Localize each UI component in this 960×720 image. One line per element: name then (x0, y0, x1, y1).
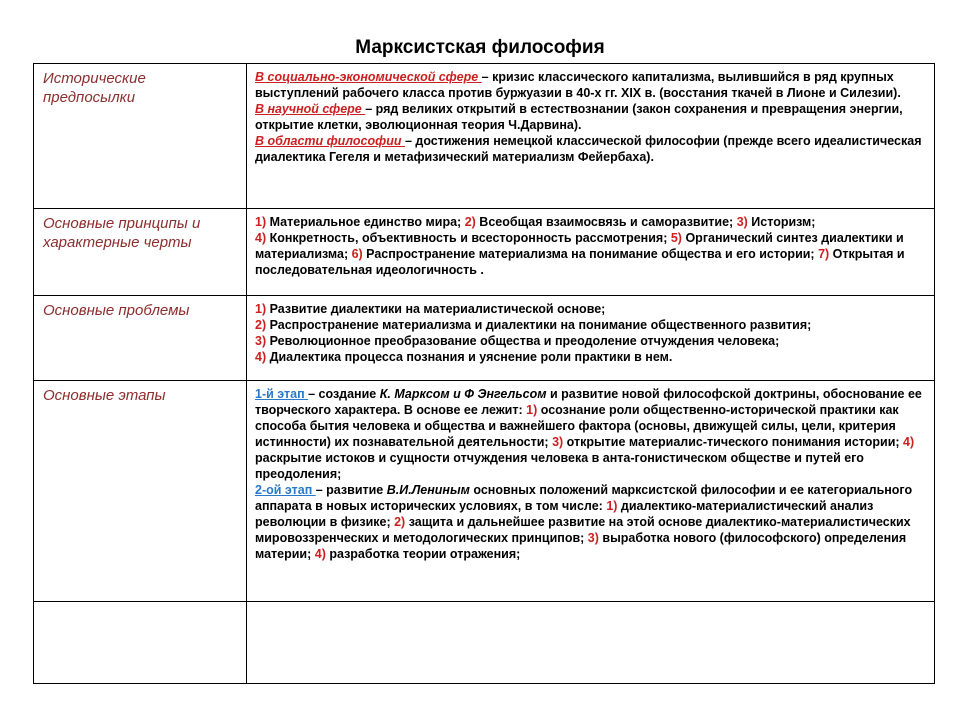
sphere-heading: В области философии (255, 134, 405, 148)
item-text: раскрытие истоков и сущности отчуждения человека в анта-гонистическом обществе и путей его преодоления; (255, 451, 864, 481)
item-text: Открытая и последовательная идеологичность . (255, 247, 905, 277)
item-text: Распространение материализма на понимание общества и его истории; (362, 247, 819, 261)
stage-1-label: 1-й этап (255, 387, 309, 401)
item-text: диалектико-материалистический анализ революции в физике; (255, 499, 874, 529)
problems-text (247, 296, 934, 365)
row-label-cell (34, 381, 247, 602)
row-content-cell (247, 381, 935, 602)
stages-text (247, 381, 934, 562)
item-text: разработка теории отражения; (325, 547, 521, 561)
stage-2-label: 2-ой этап (255, 483, 316, 497)
item-text: Всеобщая взаимосвязь и саморазвитие; (475, 215, 737, 229)
item-text: осознание роли общественно-исторической практики как способа бытия человека и общества и важнейшего фактора (основы, движущей силы, цели, критерия истинности) их познавательной деятельности; (255, 403, 899, 449)
item-text: открытие материалис-тического понимания истории; (563, 435, 904, 449)
row-label-cell (34, 296, 247, 381)
row-content-cell (247, 209, 935, 296)
item-number: 4) (314, 547, 326, 561)
sphere-heading: В социально-экономической сфере (255, 70, 482, 84)
item-number: 3) (255, 334, 267, 348)
item-text: Революционное преобразование общества и преодоление отчуждения человека; (266, 334, 780, 348)
row-content-cell (247, 64, 935, 209)
item-number: 1) (255, 302, 267, 316)
row-label: Основные этапы (43, 387, 166, 404)
philosophy-table (33, 63, 935, 684)
item-number: 2) (464, 215, 476, 229)
item-number: 3) (552, 435, 564, 449)
table-row (34, 64, 935, 209)
item-number: 6) (351, 247, 363, 261)
item-text: Развитие диалектики на материалистической основе; (266, 302, 606, 316)
item-number: 1) (255, 215, 267, 229)
item-number: 4) (903, 435, 915, 449)
item-text: Распространение материализма и диалектики на понимание общественного развития; (266, 318, 812, 332)
item-number: 3) (736, 215, 748, 229)
stage-authors: В.И.Лениным (386, 483, 470, 497)
item-number: 3) (587, 531, 599, 545)
item-text: Конкретность, объективность и всесторонность рассмотрения; (266, 231, 671, 245)
item-text: Диалектика процесса познания и уяснение роли практики в нем. (266, 350, 673, 364)
table-row (34, 296, 935, 381)
item-number: 5) (670, 231, 682, 245)
row-label: Основные проблемы (43, 302, 190, 319)
principles-text (247, 209, 934, 278)
item-number: 4) (255, 231, 267, 245)
prerequisites-text (247, 64, 934, 165)
row-label: Исторические предпосылки (43, 70, 146, 106)
row-label-cell (34, 209, 247, 296)
table-row-empty (34, 602, 935, 684)
stage-text: и развитие новой философской доктрины, обоснование ее творческого характера. В основе ее лежит: (255, 387, 922, 417)
table-row (34, 209, 935, 296)
item-number: 2) (255, 318, 267, 332)
item-text: защита и дальнейшее развитие на этой основе диалектико-материалистических мировоззренческих и методологических принципов; (255, 515, 911, 545)
empty-cell (247, 602, 935, 684)
item-text: Органический синтез диалектики и материализма; (255, 231, 904, 261)
item-number: 1) (606, 499, 618, 513)
stage-lead: – развитие (315, 483, 387, 497)
sphere-text: – ряд великих открытий в естествознании (закон сохранения и превращения энергии, открытие клетки, эволюционная теория Ч.Дарвина). (255, 102, 903, 132)
sphere-text: – кризис классического капитализма, вылившийся в ряд крупных выступлений рабочего класса против буржуазии в 40-х гг. XIX в. (восстания ткачей в Лионе и Силезии). (255, 70, 901, 100)
sphere-heading: В научной сфере (255, 102, 366, 116)
table-row (34, 381, 935, 602)
item-number: 4) (255, 350, 267, 364)
item-text: выработка нового (философского) определения материи; (255, 531, 907, 561)
stage-text: основных положений марксистской философии и ее категориального аппарата в новых исторических условиях, в том числе: (255, 483, 913, 513)
page-title: Марксистская философия (355, 37, 605, 58)
item-text: Историзм; (747, 215, 816, 229)
row-label-cell (34, 64, 247, 209)
row-label: Основные принципы и характерные черты (43, 215, 201, 251)
item-text: Материальное единство мира; (266, 215, 465, 229)
stage-authors: К. Марксом и Ф Энгельсом (379, 387, 547, 401)
row-content-cell (247, 296, 935, 381)
item-number: 7) (818, 247, 830, 261)
item-number: 2) (394, 515, 406, 529)
stage-lead: – создание (308, 387, 380, 401)
empty-cell (34, 602, 247, 684)
item-number: 1) (526, 403, 538, 417)
sphere-text: – достижения немецкой классической философии (прежде всего идеалистическая диалектика Гегеля и метафизический материализм Фейербаха). (255, 134, 922, 164)
